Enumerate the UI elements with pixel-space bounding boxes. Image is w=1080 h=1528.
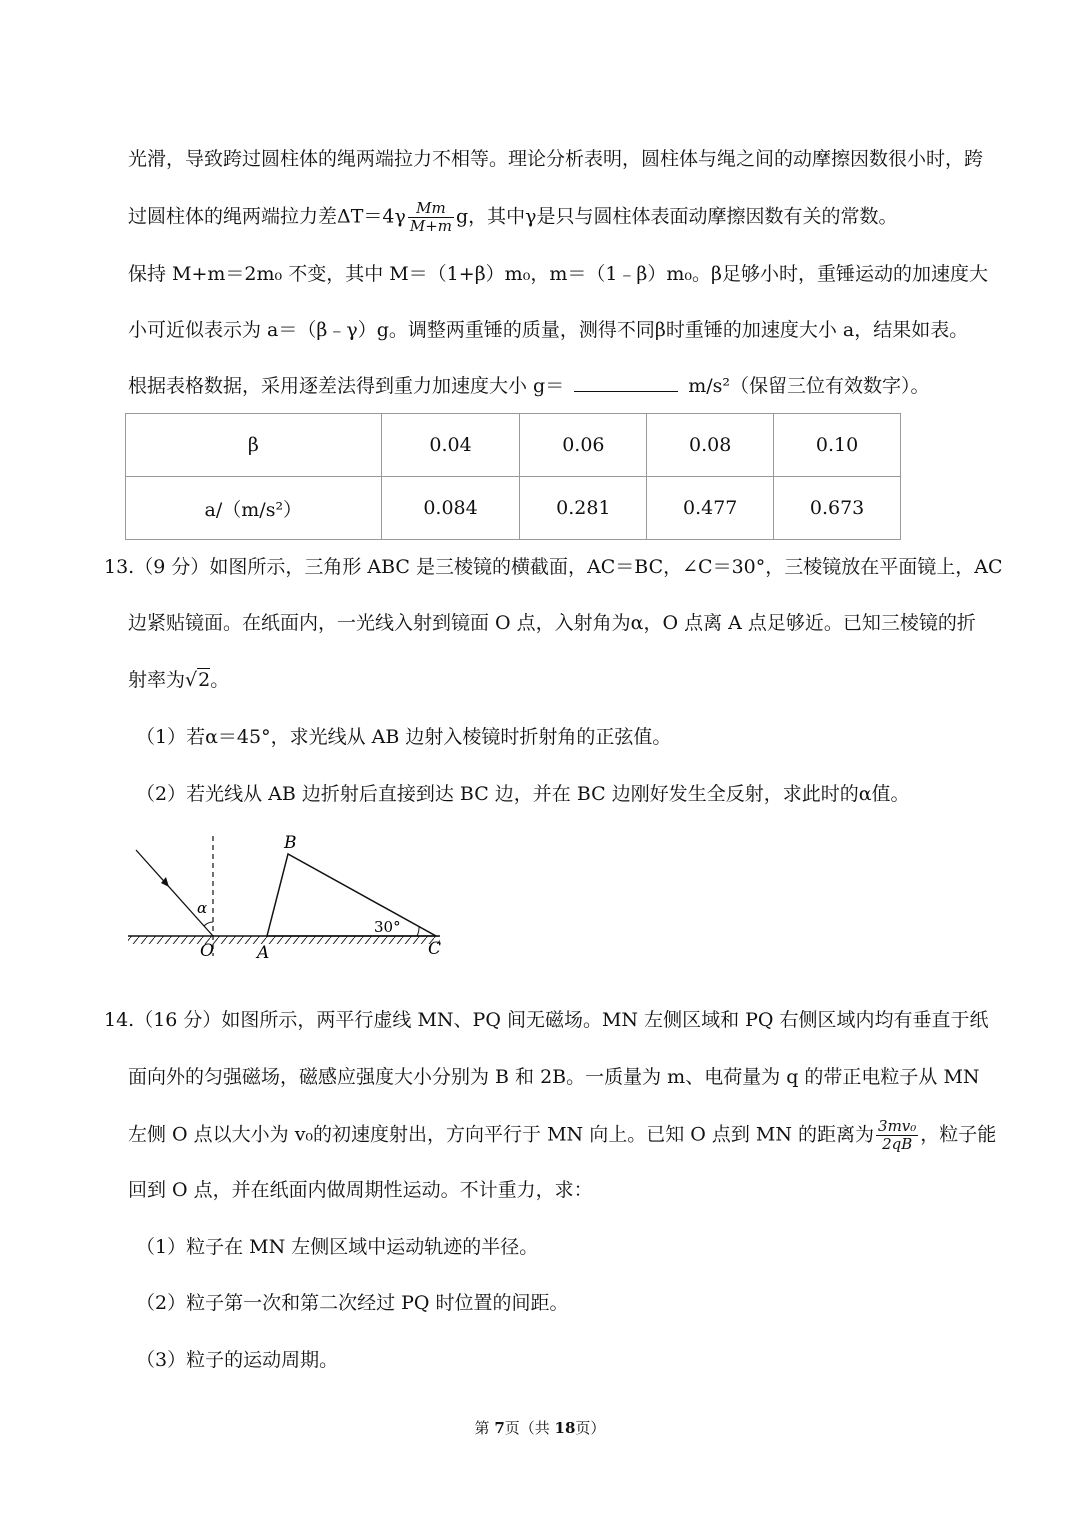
- fraction-numerator: Mm: [408, 200, 454, 218]
- mirror-surface: [128, 936, 440, 944]
- prism-figure: [122, 828, 452, 982]
- label-30-degrees: 30°: [374, 918, 401, 936]
- fraction-numerator: 3mv₀: [878, 1117, 917, 1135]
- incident-ray: [136, 850, 213, 936]
- unit-text: m/s²: [688, 375, 731, 397]
- text-line-5-prefix: 根据表格数据，采用逐差法得到重力加速度大小 g＝: [128, 375, 565, 397]
- table-cell: 0.084: [381, 477, 520, 540]
- page-footer: [0, 1417, 1080, 1438]
- q13-subquestion-1: （1）若α＝45°，求光线从 AB 边射入棱镜时折射角的正弦值。: [136, 726, 672, 748]
- text-line-2-suffix: g，其中γ是只与圆柱体表面动摩擦因数有关的常数。: [456, 205, 898, 228]
- footer-text: 第: [474, 1419, 495, 1437]
- fraction-denominator: 2qB: [882, 1135, 913, 1153]
- q14-line-3-suffix: ，粒子能: [920, 1123, 997, 1146]
- text-line-2-prefix: 过圆柱体的绳两端拉力差ΔT＝4γ: [128, 205, 406, 228]
- q14-subquestion-1: （1）粒子在 MN 左侧区域中运动轨迹的半径。: [136, 1236, 539, 1258]
- q14-line-3-prefix: 左侧 O 点以大小为 v₀的初速度射出，方向平行于 MN 向上。已知 O 点到 MN 的距离为: [128, 1123, 875, 1146]
- table-cell: 0.06: [520, 414, 647, 477]
- distance-fraction: [876, 1118, 918, 1153]
- q13-line-3-prefix: 射率为: [128, 669, 186, 691]
- label-b: B: [284, 833, 297, 853]
- table-cell: 0.04: [381, 414, 520, 477]
- q13-line-1: 13.（9 分）如图所示，三角形 ABC 是三棱镜的横截面，AC＝BC，∠C＝30°，三棱镜放在平面镜上，AC: [104, 556, 1003, 578]
- table-cell: 0.281: [520, 477, 647, 540]
- footer-text: 页）: [575, 1419, 606, 1437]
- q14-line-3: [128, 1118, 996, 1153]
- label-o: O: [200, 941, 214, 961]
- text-line-5: [128, 371, 930, 401]
- q14-line-1: 14.（16 分）如图所示，两平行虚线 MN、PQ 间无磁场。MN 左侧区域和 PQ 右侧区域内均有垂直于纸: [104, 1009, 989, 1031]
- table-row: [126, 414, 901, 477]
- q14-subquestion-2: （2）粒子第一次和第二次经过 PQ 时位置的间距。: [136, 1292, 569, 1314]
- table-cell: 0.477: [647, 477, 774, 540]
- label-c: C: [428, 939, 442, 959]
- table-cell: 0.673: [774, 477, 901, 540]
- q14-line-4: 回到 O 点，并在纸面内做周期性运动。不计重力，求：: [128, 1179, 593, 1201]
- page-total: 18: [554, 1419, 576, 1437]
- tension-fraction: [408, 200, 454, 235]
- text-line-5-suffix: （保留三位有效数字）。: [730, 375, 930, 397]
- angle-c-arc: [417, 927, 419, 936]
- q13-subquestion-2: （2）若光线从 AB 边折射后直接到达 BC 边，并在 BC 边刚好发生全反射，求此时的α值。: [136, 783, 910, 805]
- table-header-cell: β: [126, 414, 382, 477]
- label-alpha: α: [197, 899, 208, 917]
- table-row: [126, 477, 901, 540]
- text-line-2: [128, 200, 898, 235]
- page-number: 7: [494, 1419, 505, 1437]
- table-header-cell: a/（m/s²）: [126, 477, 382, 540]
- sqrt-radicand: 2: [198, 669, 211, 691]
- q13-line-2: 边紧贴镜面。在纸面内，一光线入射到镜面 O 点，入射角为α，O 点离 A 点足够近。已知三棱镜的折: [128, 612, 976, 634]
- answer-blank: [574, 373, 678, 392]
- q13-line-3: 射率为√2。: [128, 669, 230, 691]
- text-line-1: 光滑，导致跨过圆柱体的绳两端拉力不相等。理论分析表明，圆柱体与绳之间的动摩擦因数很小时，跨: [128, 148, 984, 170]
- text-line-3: 保持 M+m＝2m₀ 不变，其中 M＝（1+β）m₀，m＝（1﹣β）m₀。β足够小时，重锤运动的加速度大: [128, 263, 989, 285]
- q14-subquestion-3: （3）粒子的运动周期。: [136, 1349, 339, 1371]
- table-cell: 0.10: [774, 414, 901, 477]
- footer-text: 页（共: [504, 1419, 555, 1437]
- table-cell: 0.08: [647, 414, 774, 477]
- data-table: [125, 413, 901, 540]
- alpha-arc: [204, 922, 213, 926]
- fraction-denominator: M+m: [409, 217, 452, 235]
- q13-line-3-suffix: 。: [210, 669, 230, 691]
- label-a: A: [257, 943, 270, 963]
- q14-line-2: 面向外的匀强磁场，磁感应强度大小分别为 B 和 2B。一质量为 m、电荷量为 q 的带正电粒子从 MN: [128, 1066, 980, 1088]
- text-line-4: 小可近似表示为 a＝（β﹣γ）g。调整两重锤的质量，测得不同β时重锤的加速度大小 a，结果如表。: [128, 319, 969, 341]
- prism-triangle: [267, 854, 436, 936]
